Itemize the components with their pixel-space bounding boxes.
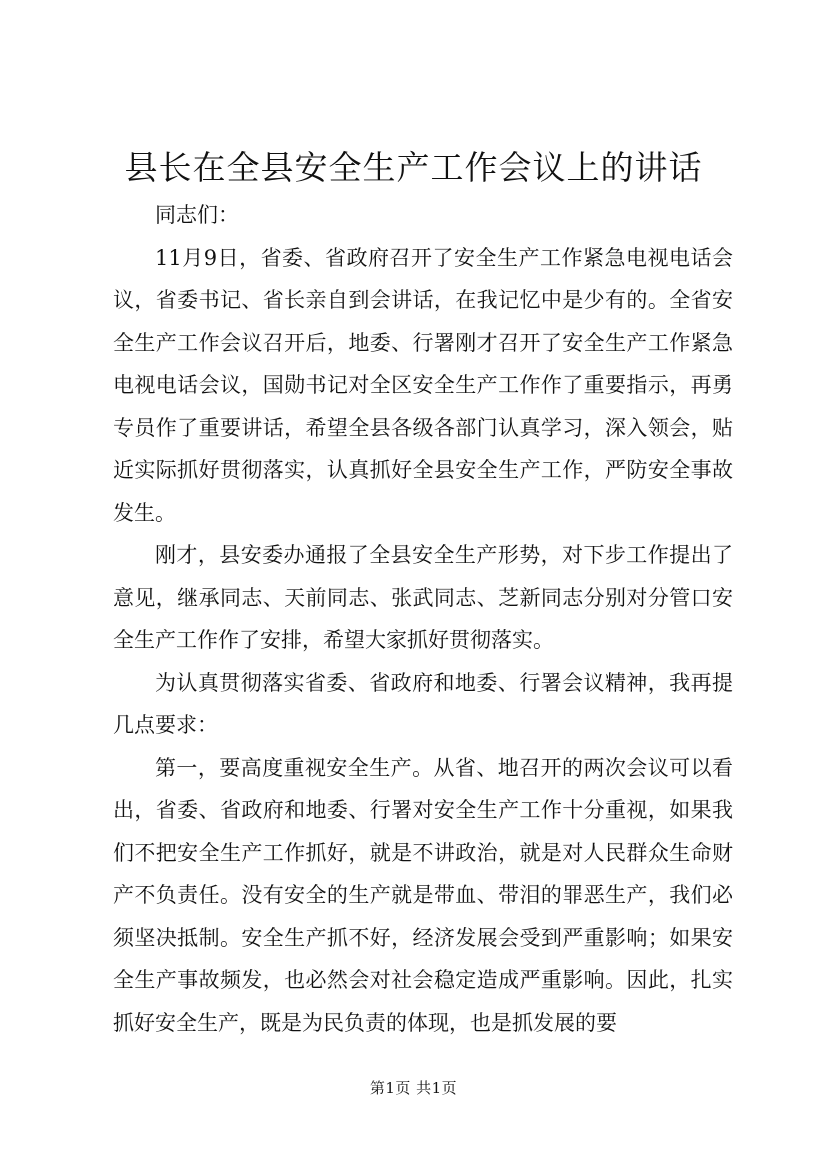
paragraph-1: 11月9日，省委、省政府召开了安全生产工作紧急电视电话会议，省委书记、省长亲自到会讲话，在我记忆中是少有的。全省安全生产工作会议召开后，地委、行署刚才召开了安全生产工作紧急电视电话会议，国勋书记对全区安全生产工作作了重要指示，再勇专员作了重要讲话，希望全县各级各部门认真学习，深入领会，贴近实际抓好贯彻落实，认真抓好全县安全生产工作，严防安全事故发生。: [113, 245, 733, 525]
paragraph-3: 为认真贯彻落实省委、省政府和地委、行署会议精神，我再提几点要求：: [113, 670, 733, 737]
page-number-label: 第1页 共1页: [369, 1079, 458, 1097]
salutation: 同志们：: [155, 203, 239, 227]
page-footer: [0, 1078, 827, 1098]
paragraph-2: 刚才，县安委办通报了全县安全生产形势，对下步工作提出了意见，继承同志、天前同志、张武同志、芝新同志分别对分管口安全生产工作作了安排，希望大家抓好贯彻落实。: [113, 543, 733, 652]
paragraph-4: 第一，要高度重视安全生产。从省、地召开的两次会议可以看出，省委、省政府和地委、行署对安全生产工作十分重视，如果我们不把安全生产工作抓好，就是不讲政治，就是对人民群众生命财产不负责任。没有安全的生产就是带血、带泪的罪恶生产，我们必须坚决抵制。安全生产抓不好，经济发展会受到严重影响；如果安全生产事故频发，也必然会对社会稳定造成严重影响。因此，扎实抓好安全生产，既是为民负责的体现，也是抓发展的要: [113, 755, 733, 1035]
document-title: 县长在全县安全生产工作会议上的讲话: [124, 148, 703, 187]
document-body: [113, 194, 733, 1044]
